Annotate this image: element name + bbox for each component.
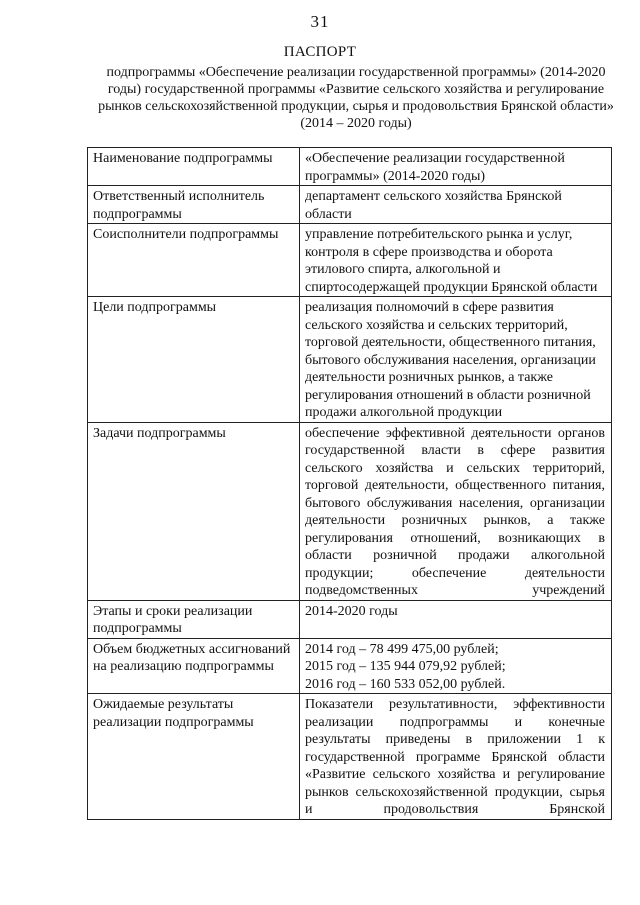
row-label: Ответственный исполнитель подпрограммы — [88, 186, 300, 224]
row-value: департамент сельского хозяйства Брянской области — [300, 186, 612, 224]
row-value: «Обеспечение реализации государственной программы» (2014-2020 годы) — [300, 148, 612, 186]
passport-table — [87, 147, 612, 820]
row-label: Ожидаемые результаты реализации подпрограммы — [88, 694, 300, 820]
row-value: реализация полномочий в сфере развития сельского хозяйства и сельских территорий, торговой деятельности, общественного питания, бытового обслуживания населения, организации деятельности розничных рынков, а также регулирования отношений в области розничной продажи алкогольной продукции — [300, 297, 612, 423]
row-value: Показатели результативности, эффективности реализации подпрограммы и конечные результаты приведены в приложении 1 к государственной программе Брянской области «Развитие сельского хозяйства и регулирование рынков сельскохозяйственной продукции, сырья и продовольствия Брянской — [300, 694, 612, 820]
budget-line: 2015 год – 135 944 079,92 рублей; — [305, 659, 506, 674]
row-label: Задачи подпрограммы — [88, 422, 300, 600]
row-value: управление потребительского рынка и услуг, контроля в сфере производства и оборота этилового спирта, алкогольной и спиртосодержащей продукции Брянской области — [300, 224, 612, 297]
row-value: 2014-2020 годы — [300, 600, 612, 638]
row-label: Этапы и сроки реализации подпрограммы — [88, 600, 300, 638]
table-row — [88, 224, 612, 297]
row-label: Объем бюджетных ассигнований на реализацию подпрограммы — [88, 638, 300, 694]
page-number: 31 — [310, 12, 330, 31]
row-label: Соисполнители подпрограммы — [88, 224, 300, 297]
budget-line: 2014 год – 78 499 475,00 рублей; — [305, 641, 499, 657]
row-label: Наименование подпрограммы — [88, 148, 300, 186]
table-row — [88, 297, 612, 423]
table-row — [88, 186, 612, 224]
row-label: Цели подпрограммы — [88, 297, 300, 423]
table-row — [88, 638, 612, 694]
document-subtitle: подпрограммы «Обеспечение реализации государственной программы» (2014-2020 годы) государственной программы «Развитие сельского хозяйства и регулирование рынков сельскохозяйственной продукции, сырья и продовольствия Брянской области» (2014 – 2020 годы) — [98, 65, 614, 131]
row-value: обеспечение эффективной деятельности органов государственной власти в сфере развития сельского хозяйства и сельских территорий, торговой деятельности, общественного питания, бытового обслуживания населения, организации деятельности розничных рынков, а также регулирования отношений, возникающих в области розничной продажи алкогольной продукции; обеспечение деятельности подведомственных учреждений — [300, 422, 612, 600]
table-row — [88, 600, 612, 638]
table-row — [88, 148, 612, 186]
table-row — [88, 422, 612, 600]
document-title: ПАСПОРТ — [283, 44, 357, 60]
budget-line: 2016 год – 160 533 052,00 рублей. — [305, 676, 506, 692]
row-value — [300, 638, 612, 694]
table-row — [88, 694, 612, 820]
